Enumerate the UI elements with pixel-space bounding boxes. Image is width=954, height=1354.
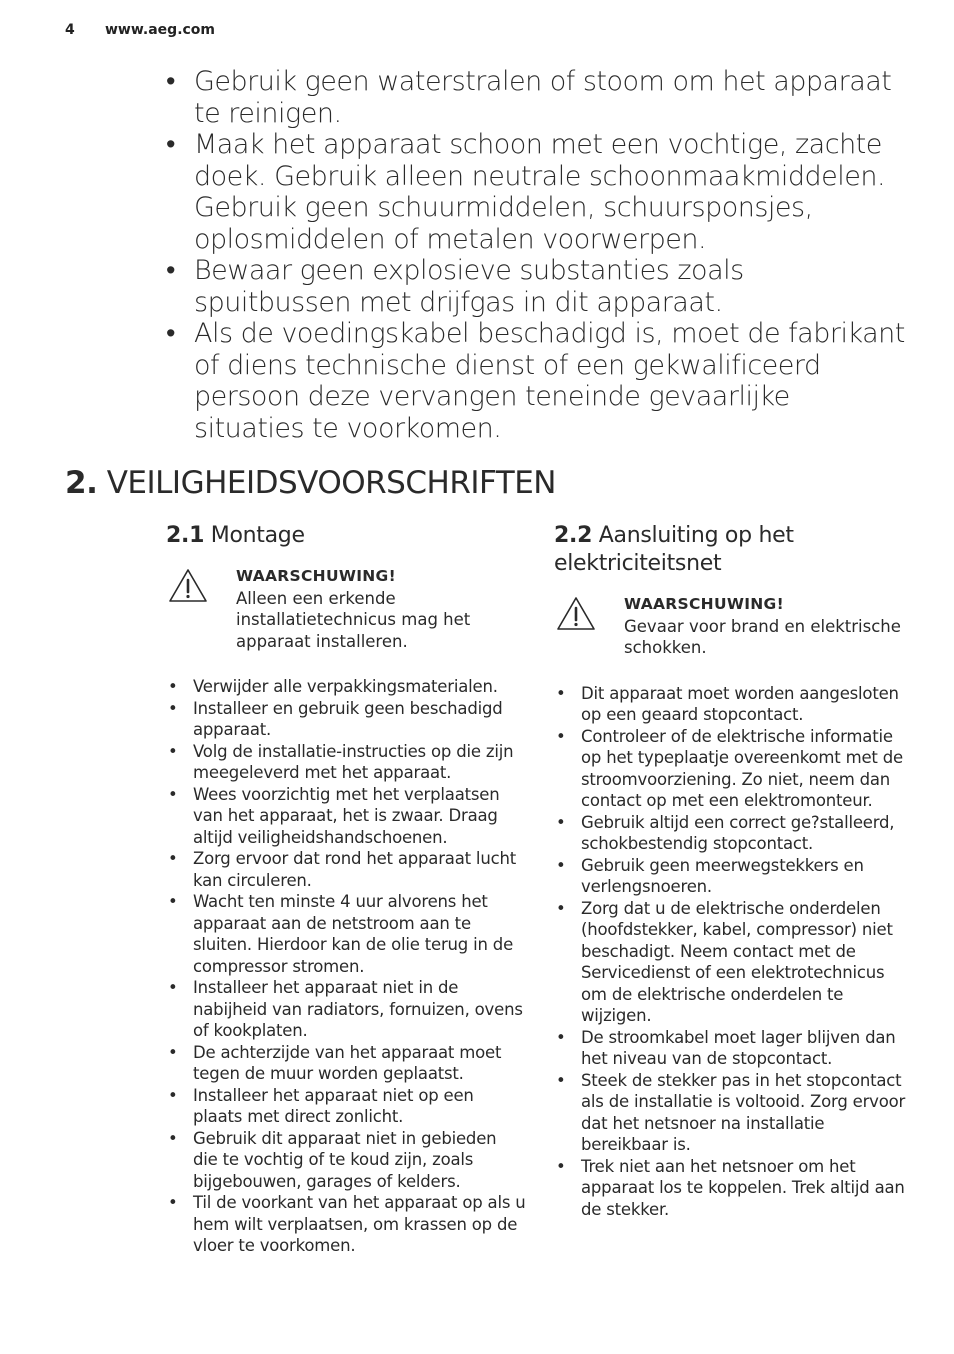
- electric-heading: [554, 522, 914, 578]
- section-title: [65, 465, 556, 501]
- list-item: • Gebruik geen meerwegstekkers en verlengsnoeren.: [554, 855, 914, 898]
- warning-text: Gevaar voor brand en elektrische schokken.: [624, 616, 901, 657]
- warning-text: Alleen een erkende installatietechnicus mag het apparaat installeren.: [236, 588, 471, 651]
- subsection-number: 2.1: [166, 523, 205, 548]
- list-item: • Gebruik geen waterstralen of stoom om het apparaat te reinigen.: [166, 66, 906, 129]
- list-item: • Bewaar geen explosieve substanties zoals spuitbussen met drijfgas in dit apparaat.: [166, 255, 906, 318]
- list-item: • Installeer en gebruik geen beschadigd apparaat.: [166, 698, 526, 741]
- warning-triangle-icon: [556, 596, 596, 632]
- list-item: • Gebruik altijd een correct ge?stalleerd, schokbestendig stopcontact.: [554, 812, 914, 855]
- electric-column: [554, 522, 914, 1220]
- list-item: • Gebruik dit apparaat niet in gebieden die te vochtig of te koud zijn, zoals bijgebouwen, garages of kelders.: [166, 1128, 526, 1193]
- page-number: 4: [65, 22, 75, 38]
- list-item: • Volg de installatie-instructies op die zijn meegeleverd met het apparaat.: [166, 741, 526, 784]
- warning-triangle-icon: [168, 568, 208, 604]
- list-item: • Zorg ervoor dat rond het apparaat lucht kan circuleren.: [166, 848, 526, 891]
- list-item: • Installeer het apparaat niet in de nabijheid van radiators, fornuizen, ovens of kookplaten.: [166, 977, 526, 1042]
- warning-title: WAARSCHUWING!: [236, 567, 396, 585]
- page-header: [65, 22, 215, 38]
- section-number: 2.: [65, 465, 98, 501]
- intro-list: [166, 66, 906, 444]
- list-item: • Zorg dat u de elektrische onderdelen (hoofdstekker, kabel, compressor) niet beschadigt. Neem contact met de Servicedienst of een elektrotechnicus om de elektrische onderdelen te wijzigen.: [554, 898, 914, 1027]
- electric-warning: [554, 594, 914, 659]
- montage-list: [166, 676, 526, 1257]
- list-item: • De stroomkabel moet lager blijven dan het niveau van de stopcontact.: [554, 1027, 914, 1070]
- list-item: • De achterzijde van het apparaat moet tegen de muur worden geplaatst.: [166, 1042, 526, 1085]
- montage-heading: [166, 522, 526, 550]
- list-item: • Wees voorzichtig met het verplaatsen van het apparaat, het is zwaar. Draag altijd veiligheidshandschoenen.: [166, 784, 526, 849]
- list-item: • Steek de stekker pas in het stopcontact als de installatie is voltooid. Zorg ervoor dat het netsnoer na installatie bereikbaar is.: [554, 1070, 914, 1156]
- list-item: • Installeer het apparaat niet op een plaats met direct zonlicht.: [166, 1085, 526, 1128]
- subsection-title: Montage: [210, 523, 305, 548]
- montage-column: [166, 522, 526, 1257]
- subsection-title: Aansluiting op het elektriciteitsnet: [554, 523, 794, 576]
- list-item: • Verwijder alle verpakkingsmaterialen.: [166, 676, 526, 698]
- list-item: • Maak het apparaat schoon met een vochtige, zachte doek. Gebruik alleen neutrale schoonmaakmiddelen. Gebruik geen schuurmiddelen, schuursponsjes, oplosmiddelen of metalen voorwerpen.: [166, 129, 906, 255]
- list-item: • Wacht ten minste 4 uur alvorens het apparaat aan de netstroom aan te sluiten. Hierdoor kan de olie terug in de compressor stromen.: [166, 891, 526, 977]
- website-url: www.aeg.com: [105, 22, 216, 38]
- list-item: • Til de voorkant van het apparaat op als u hem wilt verplaatsen, om krassen op de vloer te voorkomen.: [166, 1192, 526, 1257]
- list-item: • Controleer of de elektrische informatie op het typeplaatje overeenkomt met de stroomvoorziening. Zo niet, neem dan contact op met een elektromonteur.: [554, 726, 914, 812]
- electric-list: [554, 683, 914, 1221]
- list-item: • Als de voedingskabel beschadigd is, moet de fabrikant of diens technische dienst of een gekwalificeerd persoon deze vervangen teneinde gevaarlijke situaties te voorkomen.: [166, 318, 906, 444]
- subsection-number: 2.2: [554, 523, 593, 548]
- list-item: • Dit apparaat moet worden aangesloten op een geaard stopcontact.: [554, 683, 914, 726]
- list-item: • Trek niet aan het netsnoer om het apparaat los te koppelen. Trek altijd aan de stekker.: [554, 1156, 914, 1221]
- warning-title: WAARSCHUWING!: [624, 595, 784, 613]
- section-title-text: VEILIGHEIDSVOORSCHRIFTEN: [106, 465, 556, 501]
- montage-warning: [166, 566, 526, 652]
